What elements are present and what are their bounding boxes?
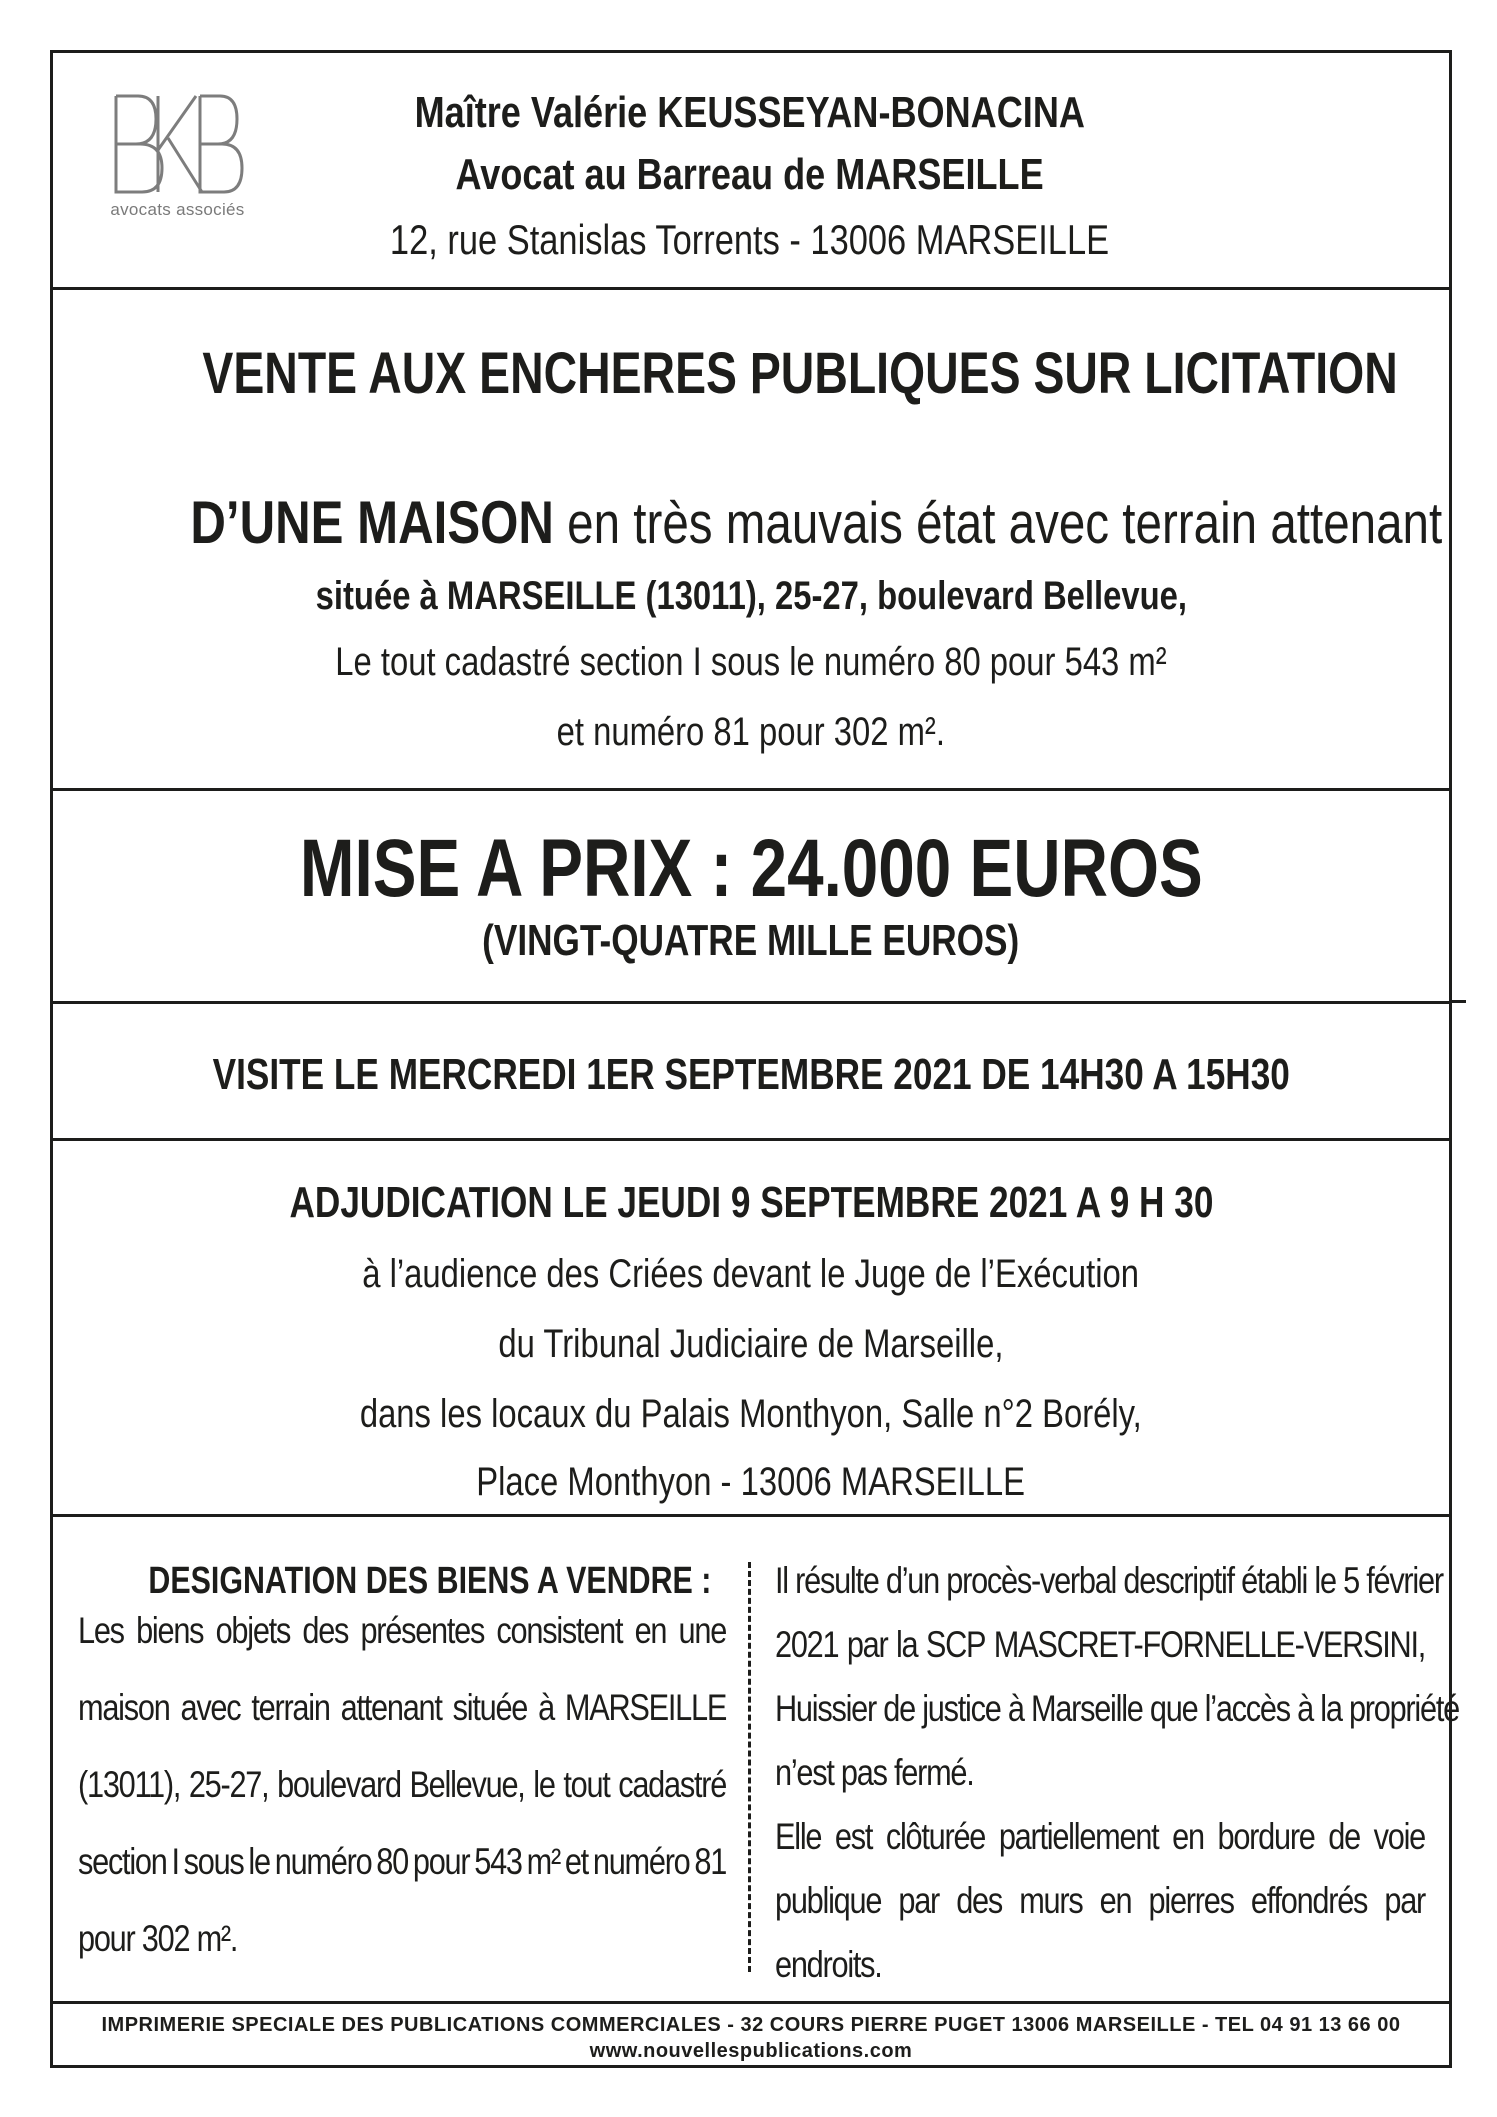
property-location: située à MARSEILLE (13011), 25-27, boulevard Bellevue, [315, 574, 1187, 618]
starting-price: MISE A PRIX : 24.000 EUROS [299, 823, 1203, 914]
column-divider [748, 1562, 751, 1972]
website-link[interactable]: www.nouvellespublications.com [589, 2040, 913, 2062]
report-line: Huissier de justice à Marseille que l’accès à la propriété [775, 1688, 1459, 1729]
sale-title: VENTE AUX ENCHERES PUBLIQUES SUR LICITATION [202, 341, 1398, 406]
designation-title: DESIGNATION DES BIENS A VENDRE : [148, 1560, 712, 1602]
lawyer-address: 12, rue Stanislas Torrents - 13006 MARSEILLE [390, 216, 1110, 263]
lawyer-title: Avocat au Barreau de MARSEILLE [455, 150, 1045, 199]
divider-adjudication [50, 1514, 1452, 1517]
report-line: endroits. [775, 1944, 882, 1985]
divider-price [50, 1001, 1452, 1004]
property-description [53, 488, 1449, 557]
adjudication-line: à l’audience des Criées devant le Juge de l’Exécution [362, 1252, 1140, 1296]
starting-price-words: (VINGT-QUATRE MILLE EUROS) [482, 916, 1020, 965]
designation-line: maison avec terrain attenant située à MARSEILLE [78, 1687, 727, 1728]
bkb-logo [110, 92, 245, 222]
cadastre-line-1: Le tout cadastré section I sous le numéro 80 pour 543 m² [335, 640, 1167, 684]
property-type: D’UNE MAISON [190, 489, 554, 556]
visit-date: VISITE LE MERCREDI 1ER SEPTEMBRE 2021 DE 14H30 A 15H30 [212, 1050, 1290, 1099]
report-line: Il résulte d’un procès-verbal descriptif établi le 5 février [775, 1560, 1443, 1601]
lawyer-name: Maître Valérie KEUSSEYAN-BONACINA [414, 88, 1086, 137]
divider-sale [50, 788, 1452, 791]
report-line: n’est pas fermé. [775, 1752, 974, 1793]
crop-mark [1452, 1000, 1466, 1003]
designation-line: (13011), 25-27, boulevard Bellevue, le tout cadastré [78, 1764, 727, 1805]
adjudication-line: Place Monthyon - 13006 MARSEILLE [476, 1460, 1026, 1504]
property-condition: en très mauvais état avec terrain attenant [553, 491, 1443, 556]
divider-visit [50, 1138, 1452, 1141]
report-line: 2021 par la SCP MASCRET-FORNELLE-VERSINI, [775, 1624, 1426, 1665]
logo-caption: avocats associés [110, 200, 245, 219]
adjudication-title: ADJUDICATION LE JEUDI 9 SEPTEMBRE 2021 A 9 H 30 [289, 1178, 1213, 1227]
designation-column [78, 1560, 726, 1995]
printer-info: IMPRIMERIE SPECIALE DES PUBLICATIONS COMMERCIALES - 32 COURS PIERRE PUGET 13006 MARSEILLE - TEL 04 91 13 66 00 [101, 2014, 1401, 2036]
cadastre-line-2: et numéro 81 pour 302 m². [556, 710, 946, 754]
designation-line: pour 302 m². [78, 1918, 238, 1959]
report-line: Elle est clôturée partiellement en bordure de voie [775, 1816, 1426, 1857]
adjudication-line: dans les locaux du Palais Monthyon, Salle n°2 Borély, [360, 1392, 1142, 1436]
adjudication-line: du Tribunal Judiciaire de Marseille, [498, 1322, 1004, 1366]
designation-line: section I sous le numéro 80 pour 543 m² et numéro 81 [78, 1841, 727, 1882]
bkb-logo-mark [110, 92, 245, 197]
designation-line: Les biens objets des présentes consistent en une [78, 1610, 727, 1651]
divider-header [50, 287, 1452, 290]
report-line: publique par des murs en pierres effondrés par [775, 1880, 1426, 1921]
report-column [775, 1560, 1459, 2008]
